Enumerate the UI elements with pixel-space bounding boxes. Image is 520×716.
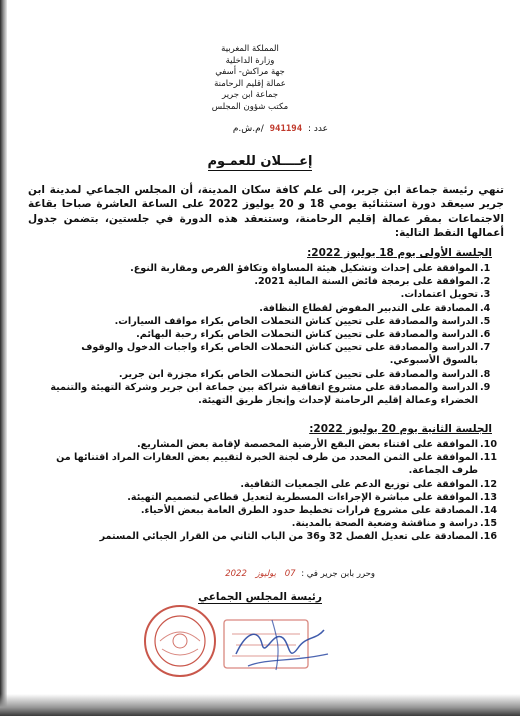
signature-title: رئيسة المجلس الجماعي — [198, 591, 322, 603]
agenda-item: 14. المصادقة على مشروع قرارات تخطيط حدود الطرق العامة ببعض الأحياء. — [140, 505, 498, 517]
letterhead-line: عمالة إقليم الرحامنة — [214, 78, 286, 89]
agenda-item: 6. الدراسة والمصادقة على تحيين كناش التحملات الخاص بكراء رحبة البهائم. — [136, 329, 491, 341]
session-1-agenda — [43, 262, 498, 407]
agenda-item: 2. الموافقة على برمجة فائض السنة المالية 2021. — [254, 276, 491, 288]
reference-number — [178, 124, 328, 134]
round-official-stamp-icon — [142, 603, 218, 679]
letterhead-line: المملكة المغربية — [221, 44, 279, 54]
date-line — [170, 569, 375, 579]
session-2-heading: الجلسة الثانية يوم 20 يوليوز 2022: — [309, 423, 492, 435]
reference-suffix: /م.ش.م — [232, 124, 264, 134]
scan-left-edge — [0, 0, 7, 716]
date-day: 07 — [284, 569, 296, 579]
agenda-item: 7. الدراسة والمصادقة على تحيين كناش التحملات الخاص بكراء واجبات الدخول والوقوف بالسوق الأسبوعي. — [81, 342, 491, 367]
agenda-item: 1. الموافقة على إحداث وتشكيل هيئة المساواة وتكافؤ الفرص ومقاربة النوع. — [130, 263, 491, 274]
agenda-item: 15. دراسة و مناقشة وضعية الصحة بالمدينة. — [291, 518, 498, 530]
date-prefix: وحرر بابن جرير في : — [301, 569, 375, 579]
session-1-heading: الجلسة الأولى يوم 18 يوليوز 2022: — [307, 247, 492, 259]
agenda-item: 5. الدراسة والمصادقة على تحيين كناش التحملات الخاص بكراء مواقف السيارات. — [114, 315, 491, 327]
date-year: 2022 — [225, 569, 247, 579]
letterhead-line: وزارة الداخلية — [225, 55, 275, 66]
letterhead — [180, 44, 320, 114]
agenda-item: 8. الدراسة والمصادقة على تحيين كناش التحملات الخاص بكراء مجزرة ابن جرير. — [118, 368, 491, 380]
agenda-item: 4. المصادقة على التدبير المفوض لقطاع النظافة. — [259, 302, 491, 314]
agenda-item: 3. تحويل اعتمادات. — [400, 289, 491, 301]
document-title: إعــــلان للعمـوم — [207, 154, 313, 169]
reference-handwritten-number: 941194 — [269, 124, 303, 134]
scan-bottom-edge — [0, 694, 520, 716]
agenda-item: 11. الموافقة على الثمن المحدد من طرف لجنة الخبرة لتقييم بعض العقارات المراد اقتنائها من طرف الجماعة. — [56, 452, 498, 477]
agenda-item: 12. الموافقة على توزيع الدعم على الجمعيات الثقافية. — [240, 478, 498, 490]
agenda-item: 9. الدراسة والمصادقة على مشروع اتفاقية شراكة بين جماعة ابن جرير وشركة التهيئة والتنمية الخضراء وعمالة إقليم الرحامنة لإحداث وإنجاز طريق التهيئة. — [50, 381, 491, 407]
intro-paragraph: تنهي رئيسة جماعة ابن جرير، إلى علم كافة سكان المدينة، أن المجلس الجماعي لمدينة ابن جرير سيعقد دورة استثنائية يومي 18 و 20 يوليوز 2022 على الساعة العاشرة صباحا بقاعة الاجتماعات بمقر عمالة إقليم الرحامنة، وستنعقد هذه الدورة في جلستين، بتضمن جدول أعمالها النقط التالية: — [28, 184, 504, 239]
letterhead-line: جماعة ابن جرير — [222, 90, 278, 101]
agenda-item: 16. المصادقة على تعديل الفصل 32 و36 من الباب الثاني من القرار الجبائي المستمر — [99, 531, 498, 543]
agenda-item: 10. الموافقة على اقتناء بعض البقع الأرضية المخصصة لإقامة بعض المشاريع. — [137, 439, 498, 450]
session-2-agenda — [43, 438, 498, 544]
agenda-item: 13. الموافقة على مباشرة الإجراءات المسطرية لتعديل قطاعي لتصميم التهيئة. — [127, 491, 498, 503]
letterhead-line: جهة مراكش- أسفي — [215, 67, 285, 78]
handwritten-signature-icon — [228, 610, 338, 680]
letterhead-line: مكتب شؤون المجلس — [211, 101, 289, 112]
reference-label: عدد : — [308, 124, 328, 134]
date-month: يوليوز — [255, 569, 276, 579]
